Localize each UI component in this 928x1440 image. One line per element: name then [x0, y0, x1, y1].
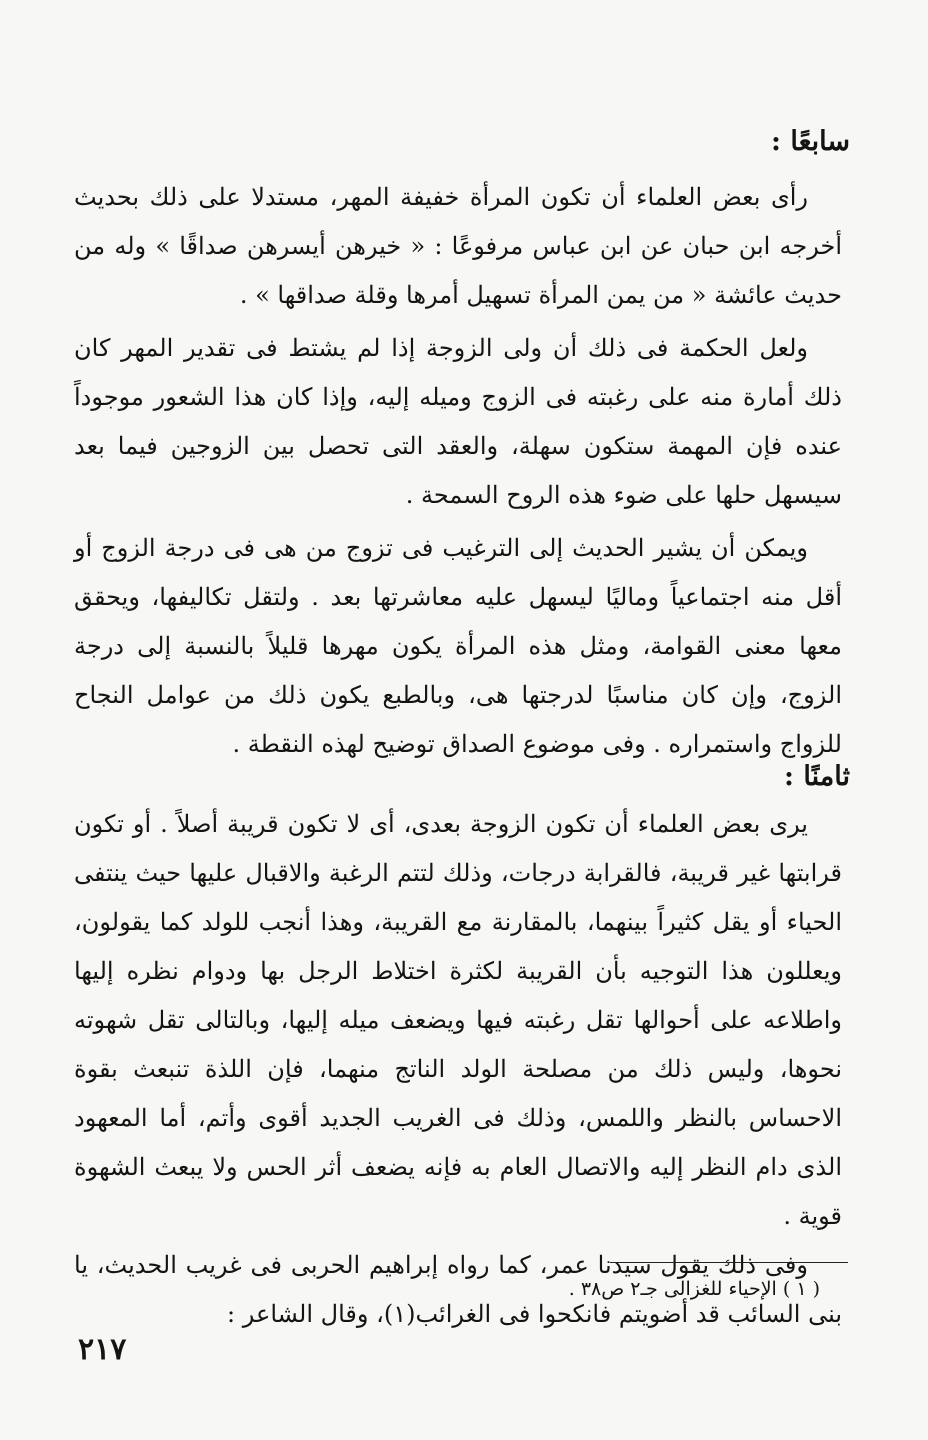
paragraph-8-2: وفى ذلك يقول سيدنا عمر، كما رواه إبراهيم الحربى فى غريب الحديث، يا بنى السائب قد أضويتم فانكحوا فى الغرائب(١)، وقال الشاعر :: [74, 1251, 842, 1328]
paragraph-7-3: ويمكن أن يشير الحديث إلى الترغيب فى تزوج من هى فى درجة الزوج أو أقل منه اجتماعياً وماليًا ليسهل عليه معاشرتها بعد . ولتقل تكاليفها، ويحقق معها معنى القوامة، ومثل هذه المرأة يكون مهرها قليلاً بالنسبة إلى درجة الزوج، وإن كان مناسبًا لدرجتها هى، وبالطبع يكون ذلك من عوامل النجاح للزواج واستمراره . وفى موضوع الصداق توضيح لهذه النقطة .: [74, 534, 842, 758]
paragraph-7-1: رأى بعض العلماء أن تكون المرأة خفيفة المهر، مستدلا على ذلك بحديث أخرجه ابن حبان عن ابن عباس مرفوعًا : « خيرهن أيسرهن صداقًا » وله من حديث عائشة « من يمن المرأة تسهيل أمرها وقلة صداقها » .: [74, 183, 842, 309]
footnote-divider: [610, 1262, 848, 1263]
section-seventh-body: [74, 173, 842, 769]
footnote: ( ١ ) الإحياء للغزالى جـ٢ ص٣٨ .: [568, 1278, 820, 1300]
paragraph-7-2: ولعل الحكمة فى ذلك أن ولى الزوجة إذا لم يشتط فى تقدير المهر كان ذلك أمارة منه على رغبته فى الزوج وميله إليه، وإذا كان هذا الشعور موجوداً عنده فإن المهمة ستكون سهلة، والعقد التى تحصل بين الزوجين فيما بعد سيسهل حلها على ضوء هذه الروح السمحة .: [74, 334, 842, 509]
section-heading-eighth: ثامنًا :: [784, 761, 850, 792]
paragraph-8-1: يرى بعض العلماء أن تكون الزوجة بعدى، أى لا تكون قريبة أصلاً . أو تكون قرابتها غير قريبة، فالقرابة درجات، وذلك لتتم الرغبة والاقبال عليها حيث ينتفى الحياء أو يقل كثيراً بينهما، بالمقارنة مع القريبة، وهذا أنجب للولد كما يقولون، ويعللون هذا التوجيه بأن القريبة لكثرة اختلاط الرجل بها ودوام نظره إليها واطلاعه على أحوالها تقل رغبته فيها ويضعف ميله إليها، وبالتالى تقل شهوته نحوها، وليس ذلك من مصلحة الولد الناتج منهما، فإن اللذة تنبعث بقوة الاحساس بالنظر واللمس، وذلك فى الغريب الجديد أقوى وأتم، أما المعهود الذى دام النظر إليه والاتصال العام به فإنه يضعف أثر الحس ولا يبعث الشهوة قوية .: [74, 810, 842, 1230]
page-number: ٢١٧: [78, 1332, 127, 1367]
section-eighth-body: [74, 800, 842, 1339]
section-heading-seventh: سابعًا :: [771, 126, 850, 157]
